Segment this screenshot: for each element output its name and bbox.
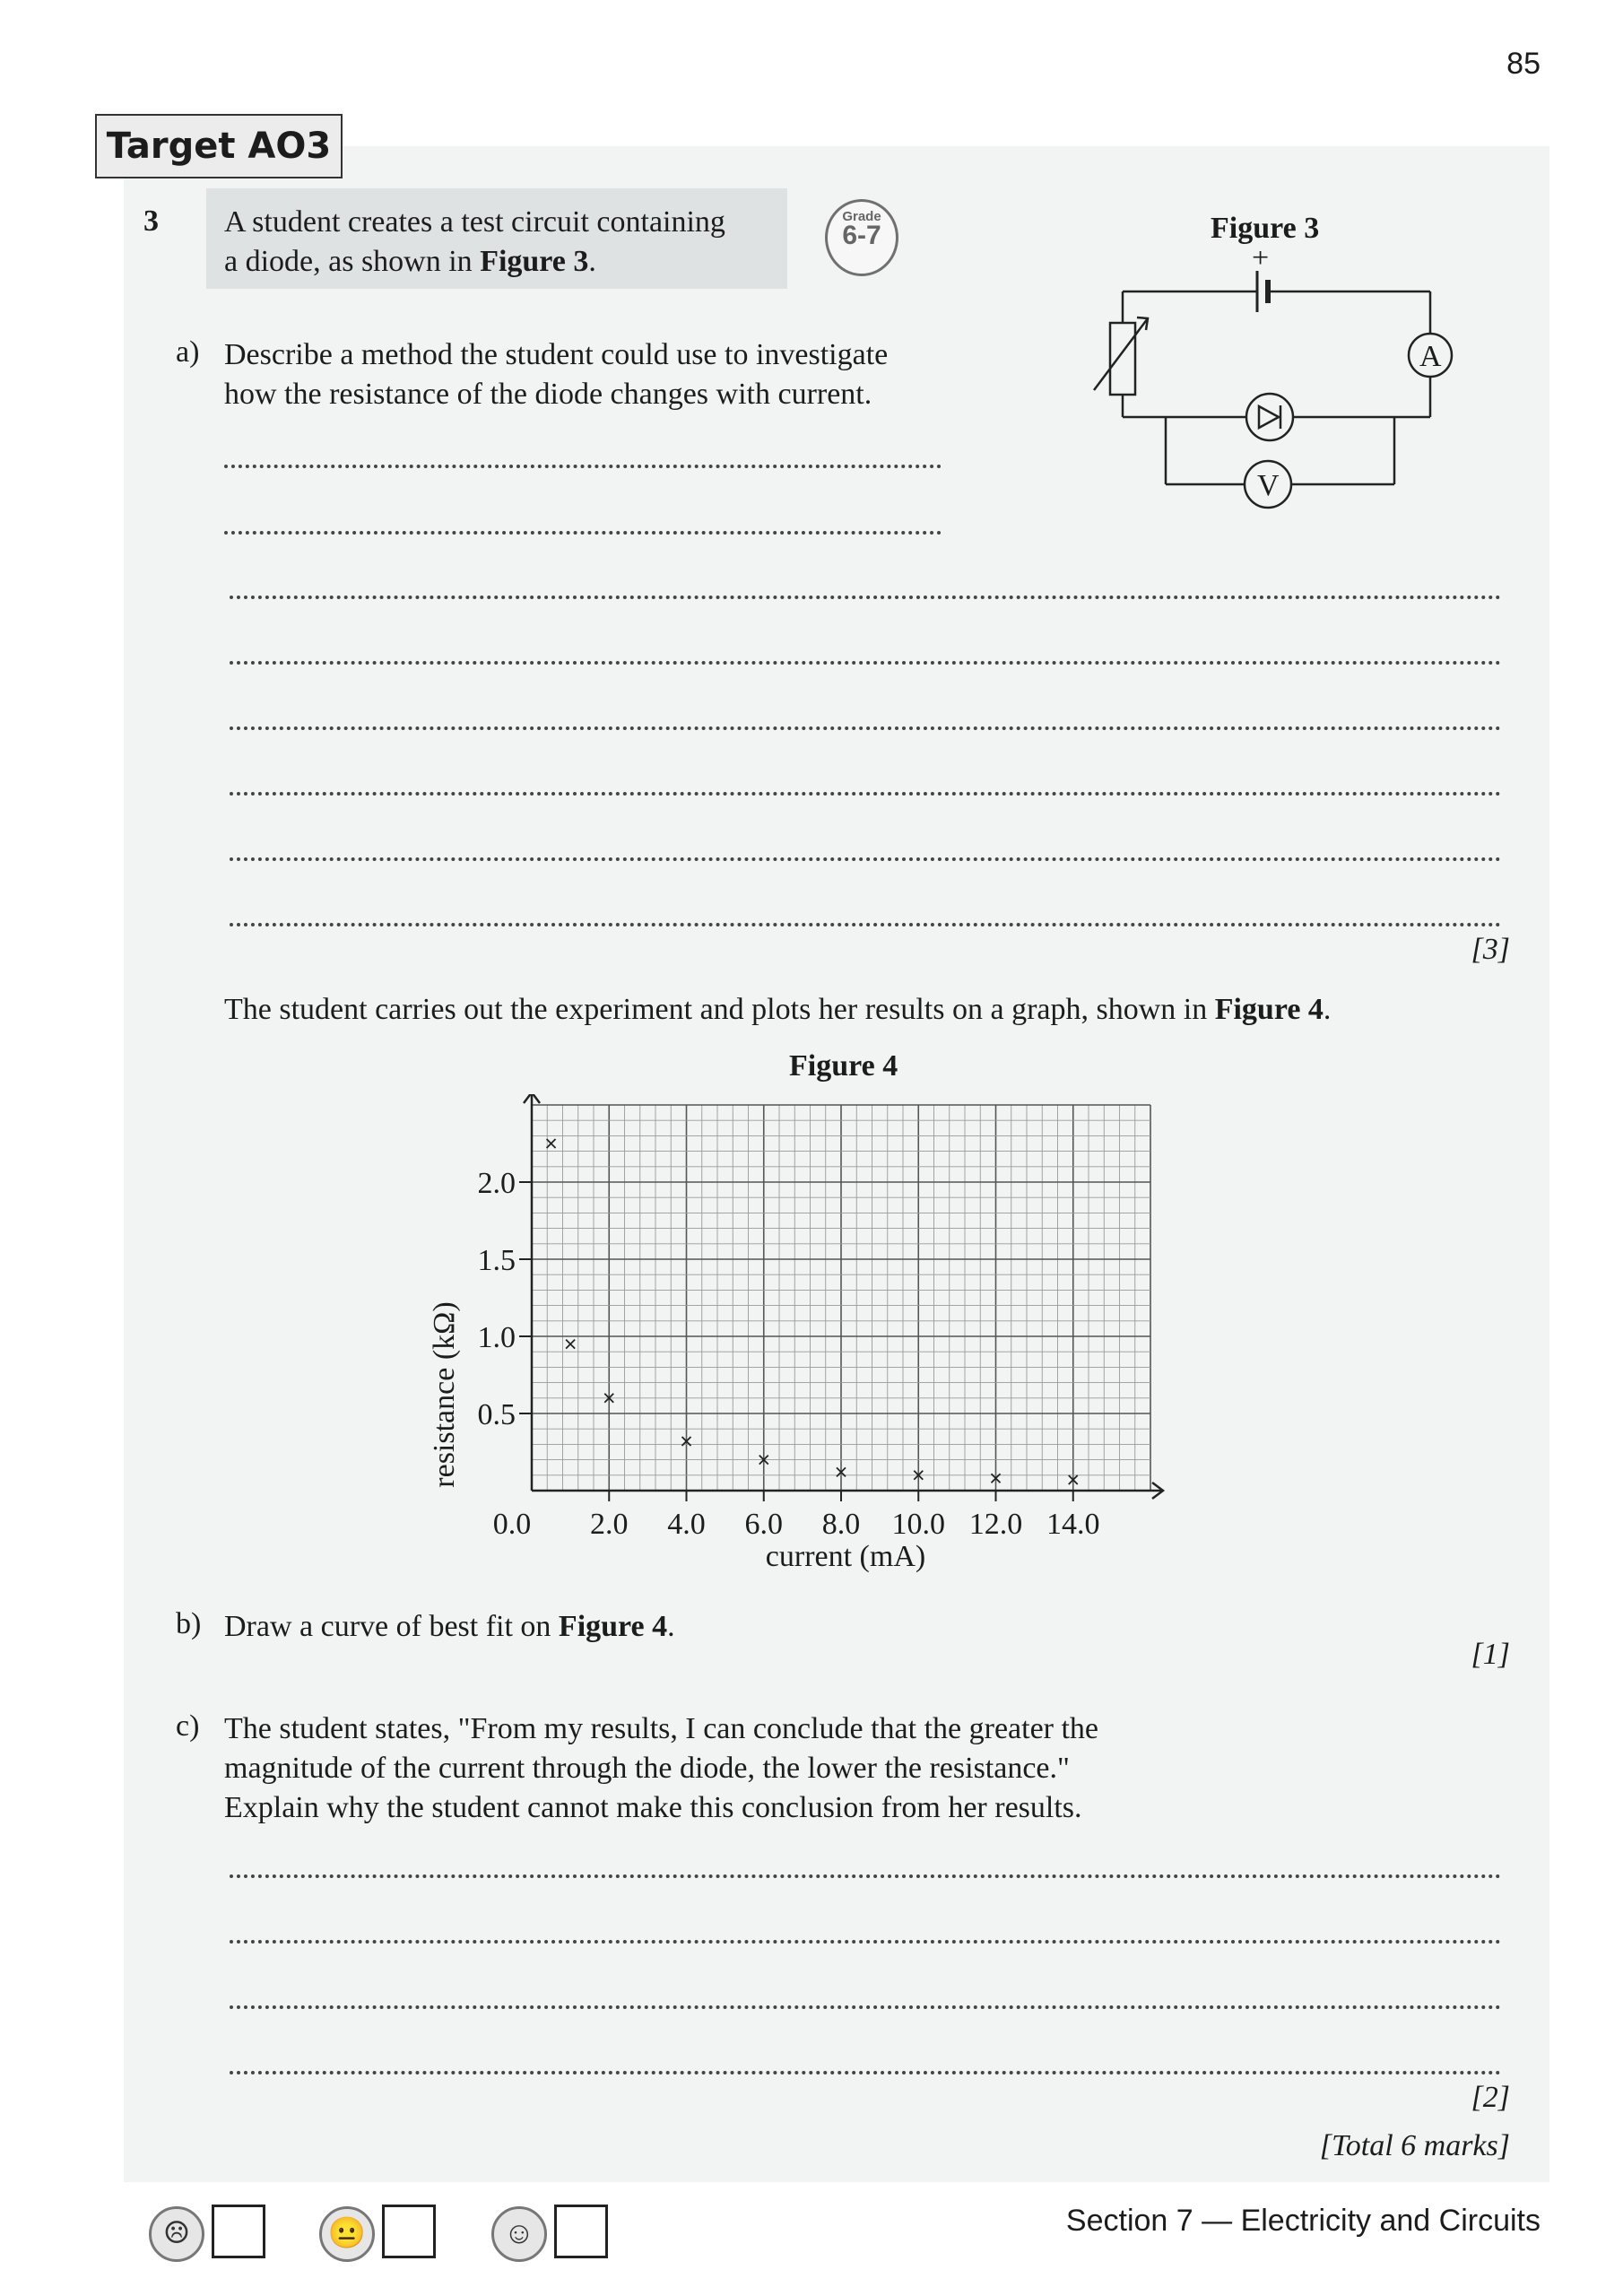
data-point <box>547 1139 556 1148</box>
part-c-line-3: Explain why the student cannot make this conclusion from her results. <box>224 1791 1082 1824</box>
part-a-line-2: how the resistance of the diode changes with current. <box>224 378 872 411</box>
x-tick-label: 10.0 <box>891 1508 945 1541</box>
part-a-line-1: Describe a method the student could use to investigate <box>224 338 889 371</box>
answer-line[interactable] <box>230 596 1501 599</box>
y-tick-label: 2.0 <box>477 1167 516 1200</box>
y-tick-label: 1.5 <box>477 1244 516 1277</box>
figure-3-circuit <box>1076 251 1488 547</box>
part-b-question: Draw a curve of best fit on Figure 4. <box>224 1610 675 1643</box>
part-c-question <box>224 1709 1300 1828</box>
neutral-face-icon: 😐 <box>319 2206 375 2262</box>
answer-line[interactable] <box>224 465 942 468</box>
figure-4-title: Figure 4 <box>789 1049 898 1083</box>
answer-line[interactable] <box>230 726 1501 730</box>
answer-line[interactable] <box>230 2071 1501 2074</box>
y-tick-label: 0.5 <box>477 1398 516 1431</box>
voltmeter-label: V <box>1257 469 1280 502</box>
part-a-label: a) <box>176 335 200 369</box>
grade-badge <box>825 199 898 276</box>
answer-line[interactable] <box>230 1940 1501 1944</box>
answer-line[interactable] <box>230 792 1501 796</box>
sad-face-icon: ☹ <box>149 2206 204 2262</box>
part-b-marks: [1] <box>1471 1638 1510 1671</box>
self-assess-box-happy[interactable] <box>554 2205 608 2258</box>
figure-3-title: Figure 3 <box>1211 212 1320 245</box>
answer-line[interactable] <box>230 2005 1501 2009</box>
self-assess-box-neutral[interactable] <box>382 2205 436 2258</box>
x-tick-label: 6.0 <box>744 1508 783 1541</box>
intro-line-2: a diode, as shown in Figure 3. <box>224 245 596 278</box>
total-marks: [Total 6 marks] <box>1319 2129 1510 2162</box>
grade-range: 6-7 <box>842 221 881 250</box>
part-c-marks: [2] <box>1471 2081 1510 2114</box>
target-ao3-label <box>95 114 343 178</box>
part-a-marks: [3] <box>1471 933 1510 966</box>
answer-line[interactable] <box>224 531 942 535</box>
transition-text: The student carries out the experiment and plots her results on a graph, shown in Figure 4. <box>224 993 1332 1026</box>
answer-line[interactable] <box>230 923 1501 926</box>
question-number: 3 <box>143 204 159 238</box>
y-tick-label: 1.0 <box>477 1321 516 1354</box>
diode-symbol <box>1246 394 1293 440</box>
x-tick-label: 8.0 <box>821 1508 861 1541</box>
x-tick-label: 0.0 <box>492 1508 532 1541</box>
target-label-text: Target AO3 <box>106 126 332 167</box>
part-b-label: b) <box>176 1607 202 1640</box>
x-tick-label: 4.0 <box>667 1508 706 1541</box>
chart-axes <box>524 1094 1163 1499</box>
page-number: 85 <box>1506 47 1541 81</box>
self-assess-box-sad[interactable] <box>212 2205 265 2258</box>
variable-resistor <box>1110 323 1135 395</box>
answer-line[interactable] <box>230 857 1501 861</box>
intro-line-1: A student creates a test circuit containing <box>224 205 725 239</box>
x-tick-label: 14.0 <box>1046 1508 1100 1541</box>
chart-grid <box>532 1105 1150 1491</box>
figure-4-chart <box>412 1094 1202 1596</box>
happy-face-icon: ☺ <box>491 2206 547 2262</box>
part-c-line-2: magnitude of the current through the diode, the lower the resistance." <box>224 1752 1070 1785</box>
question-intro <box>224 203 780 282</box>
x-axis-label: current (mA) <box>765 1540 926 1573</box>
x-tick-label: 12.0 <box>968 1508 1023 1541</box>
answer-line[interactable] <box>230 661 1501 665</box>
answer-line[interactable] <box>230 1874 1501 1878</box>
part-c-line-1: The student states, "From my results, I can conclude that the greater the <box>224 1712 1099 1745</box>
data-point <box>566 1340 575 1349</box>
part-a-question <box>224 335 959 414</box>
ammeter-label: A <box>1419 340 1442 373</box>
part-c-label: c) <box>176 1709 200 1743</box>
variable-resistor-arrow <box>1094 318 1148 390</box>
grade-word: Grade <box>842 209 881 224</box>
y-axis-label: resistance (kΩ) <box>428 1301 461 1488</box>
section-footer: Section 7 — Electricity and Circuits <box>1065 2204 1541 2238</box>
cell-plus-sign: + <box>1252 251 1270 274</box>
x-tick-label: 2.0 <box>590 1508 629 1541</box>
